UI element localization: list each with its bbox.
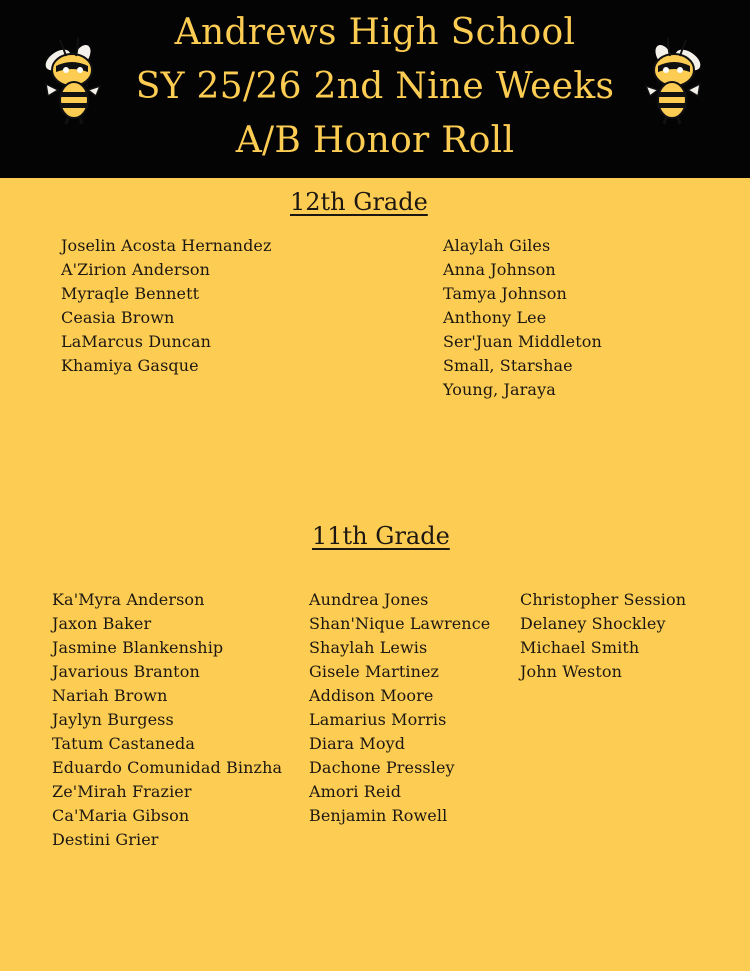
term-title: SY 25/26 2nd Nine Weeks: [135, 66, 615, 107]
grade-11-column-2: [309, 588, 490, 828]
student-name: Ze'Mirah Frazier: [52, 782, 192, 801]
student-name: Anthony Lee: [443, 308, 547, 327]
grade-12-column-2: [443, 234, 602, 402]
student-name: Ser'Juan Middleton: [443, 332, 602, 351]
student-name: Ka'Myra Anderson: [52, 590, 205, 609]
student-name: Myraqle Bennett: [61, 284, 200, 303]
grade-12-heading: 12th Grade: [290, 188, 428, 216]
student-name: Christopher Session: [520, 590, 687, 609]
student-name: Young, Jaraya: [443, 380, 556, 399]
grade-11-heading: 11th Grade: [312, 522, 450, 550]
student-name: Eduardo Comunidad Binzha: [52, 758, 283, 777]
student-name: Tatum Castaneda: [52, 734, 195, 753]
student-name: Dachone Pressley: [309, 758, 455, 777]
honor-roll-title: A/B Honor Roll: [235, 120, 515, 161]
student-name: LaMarcus Duncan: [61, 332, 212, 351]
student-name: Small, Starshae: [443, 356, 573, 375]
student-name: Shaylah Lewis: [309, 638, 428, 657]
student-name: Anna Johnson: [443, 260, 556, 279]
student-name: Diara Moyd: [309, 734, 406, 753]
student-name: John Weston: [520, 662, 623, 681]
student-name: Joselin Acosta Hernandez: [61, 236, 272, 255]
student-name: Javarious Branton: [52, 662, 200, 681]
grade-11-column-1: [52, 588, 282, 852]
grade-12-column-1: [61, 234, 272, 378]
student-name: Alaylah Giles: [443, 236, 551, 255]
student-name: Tamya Johnson: [443, 284, 567, 303]
student-name: Lamarius Morris: [309, 710, 447, 729]
student-name: Ca'Maria Gibson: [52, 806, 190, 825]
student-name: Aundrea Jones: [309, 590, 429, 609]
student-name: Gisele Martinez: [309, 662, 440, 681]
student-name: Nariah Brown: [52, 686, 168, 705]
student-name: Ceasia Brown: [61, 308, 175, 327]
grade-11-column-3: [520, 588, 686, 684]
student-name: Addison Moore: [309, 686, 434, 705]
student-name: Amori Reid: [309, 782, 402, 801]
student-name: Jaylyn Burgess: [52, 710, 174, 729]
student-name: Michael Smith: [520, 638, 640, 657]
header-banner: [0, 0, 750, 178]
student-name: Benjamin Rowell: [309, 806, 448, 825]
student-name: Khamiya Gasque: [61, 356, 199, 375]
student-name: Jasmine Blankenship: [52, 638, 224, 657]
student-name: Jaxon Baker: [52, 614, 152, 633]
school-name: Andrews High School: [174, 12, 576, 53]
student-name: A'Zirion Anderson: [61, 260, 211, 279]
student-name: Shan'Nique Lawrence: [309, 614, 491, 633]
yellow-jacket-mascot-icon: [640, 30, 708, 126]
student-name: Destini Grier: [52, 830, 159, 849]
student-name: Delaney Shockley: [520, 614, 666, 633]
